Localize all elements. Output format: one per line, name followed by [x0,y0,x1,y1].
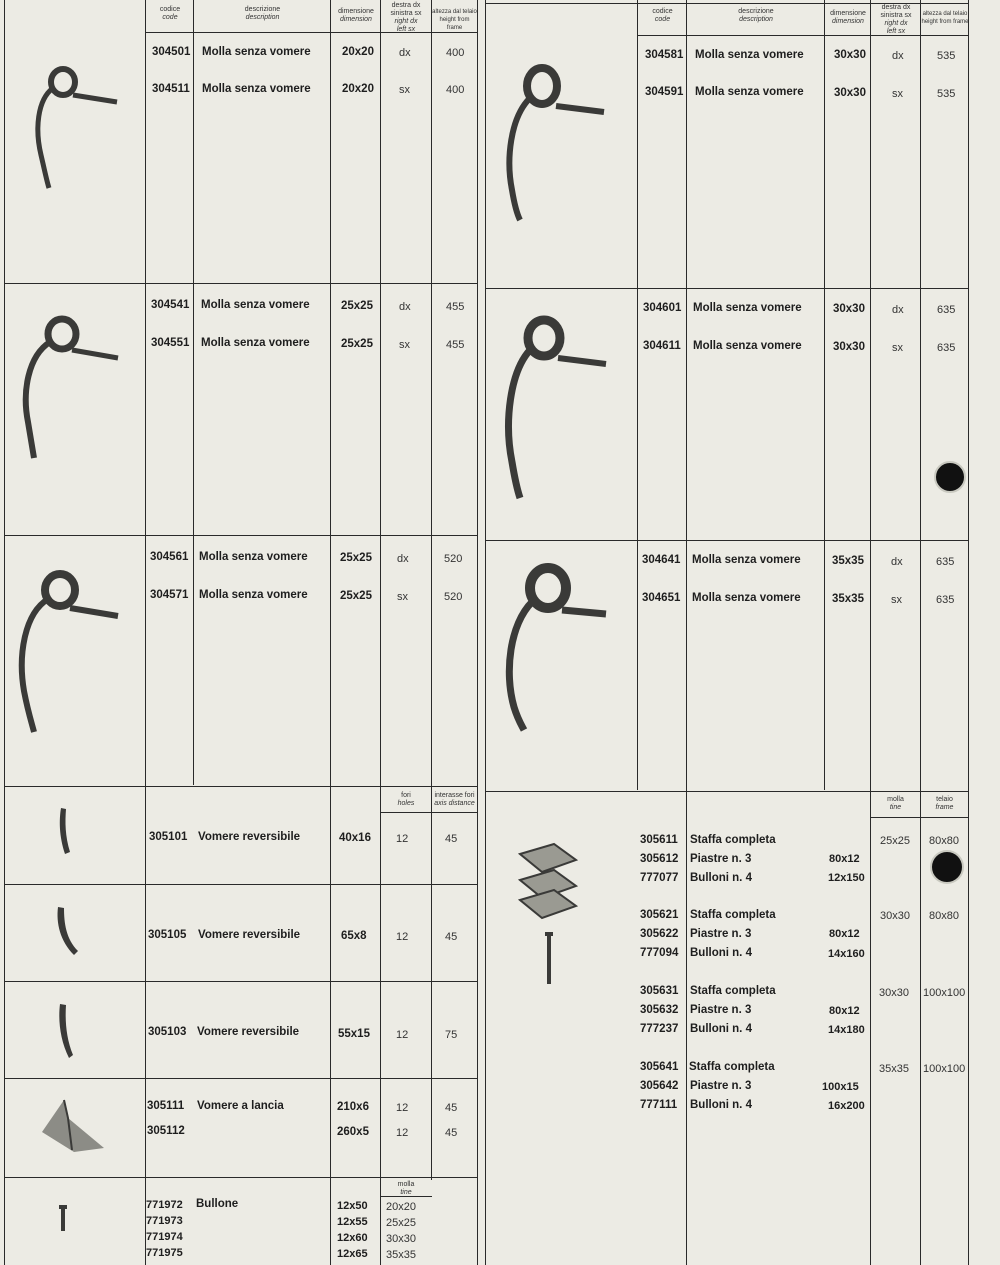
header-desc-en: description [245,14,280,21]
item-description: Staffa completa [690,909,776,921]
item-height: 400 [446,84,465,96]
rule-left-v2 [145,0,146,1265]
reversible-share-image [55,1002,77,1060]
item-dimension: 25x25 [341,338,373,350]
rule-right-h3 [485,540,969,541]
item-dimension: 80x12 [829,853,860,865]
item-description: Molla senza vomere [695,49,804,61]
item-dimension: 40x16 [339,832,371,844]
rule-left-v1 [4,0,5,1265]
item-axis-distance: 75 [445,1029,458,1041]
item-holes: 12 [396,1102,409,1114]
right-header-code [639,8,686,24]
spring-tine-image [10,566,122,736]
item-dimension: 12x60 [337,1232,368,1244]
left-header-side [381,2,431,34]
binder-hole-lower [930,850,964,884]
item-side: dx [892,304,904,316]
header-desc-it: descrizione [244,6,281,13]
header-side-4: left sx [886,28,906,35]
item-description: Staffa completa [689,1061,775,1073]
item-dimension: 25x25 [340,590,372,602]
left-header-code [147,6,193,22]
item-code: 304571 [150,589,189,601]
item-dimension: 30x30 [834,87,866,99]
item-description: Molla senza vomere [201,337,310,349]
rule-left-h7 [4,981,478,982]
item-code: 305112 [147,1125,185,1137]
header-side-1: destra dx [881,4,911,11]
item-description: Bulloni n. 4 [690,947,752,959]
right-header-desc [688,8,824,24]
item-code: 304591 [645,86,684,98]
item-dimension: 14x160 [828,948,865,960]
item-height: 635 [936,594,955,606]
item-description: Staffa completa [690,834,776,846]
item-side: dx [399,301,411,313]
header-dim-en: dimension [340,16,372,23]
item-holes: 12 [396,1029,409,1041]
rule-right-v1 [485,0,486,1265]
rule-right-v2 [637,0,638,790]
bracket-tine: 35x35 [879,1063,909,1075]
header-side-2: sinistra sx [880,12,912,19]
item-code: 304541 [151,299,190,311]
rule-right-h2 [485,288,969,289]
shares-header-holes [381,792,431,808]
item-height: 400 [446,47,465,59]
right-header-dim [825,10,871,26]
bracket-plates-image [514,842,580,992]
item-tine: 35x35 [386,1249,416,1261]
item-code: 771974 [146,1231,183,1243]
item-code: 771975 [146,1247,183,1259]
rule-left-v3 [193,0,194,785]
item-height: 455 [446,301,465,313]
item-code: 305642 [640,1080,679,1092]
item-code: 305611 [640,834,678,846]
item-description: Bullone [196,1198,239,1210]
item-holes: 12 [396,1127,409,1139]
item-dimension: 35x35 [832,593,864,605]
header-dim-it: dimensione [830,10,866,17]
header-side-1: destra dx [391,2,421,9]
item-dimension: 30x30 [834,49,866,61]
item-dimension: 20x20 [342,83,374,95]
rule-left-h3 [4,535,478,536]
item-description: Molla senza vomere [695,86,804,98]
item-dimension: 80x12 [829,1005,860,1017]
item-dimension: 12x150 [828,872,865,884]
item-side: dx [891,556,903,568]
item-dimension: 12x50 [337,1200,368,1212]
rule-left-h8 [4,1078,478,1079]
item-code: 777111 [640,1099,678,1111]
item-axis-distance: 45 [445,931,458,943]
reversible-share-image [55,806,75,858]
item-dimension: 30x30 [833,303,865,315]
item-description: Molla senza vomere [199,551,308,563]
header-desc-it: descrizione [738,8,774,15]
item-code: 305105 [148,929,187,941]
item-side: sx [891,594,902,606]
item-code: 771973 [146,1215,183,1227]
rule-left-h6 [4,884,478,885]
item-code: 304641 [642,554,681,566]
rule-right-v6 [920,0,921,1265]
item-side: sx [892,88,903,100]
item-description: Vomere a lancia [197,1100,284,1112]
rule-right-v3 [686,0,687,1265]
item-dimension: 16x200 [828,1100,865,1112]
item-description: Bulloni n. 4 [690,1023,752,1035]
item-description: Piastre n. 3 [690,1004,752,1016]
item-axis-distance: 45 [445,1102,458,1114]
item-code: 304561 [150,551,189,563]
bracket-frame: 80x80 [929,910,959,922]
brackets-header-tine [871,796,920,812]
item-side: dx [892,50,904,62]
item-code: 777094 [640,947,679,959]
item-code: 304511 [152,83,190,95]
item-code: 305641 [640,1061,679,1073]
shares-header-axis [431,792,478,808]
item-description: Molla senza vomere [202,83,311,95]
bracket-tine: 25x25 [880,835,910,847]
item-code: 304551 [151,337,190,349]
header-code-en: code [654,16,671,23]
item-dimension: 25x25 [340,552,372,564]
item-dimension: 14x180 [828,1024,865,1036]
rule-left-v5 [380,0,381,1265]
item-height: 455 [446,339,465,351]
item-description: Piastre n. 3 [690,853,752,865]
header-code-en: code [162,14,178,21]
bolt-header-tine [381,1181,431,1197]
item-code: 305622 [640,928,679,940]
item-height: 535 [937,50,956,62]
item-dimension: 260x5 [337,1126,369,1138]
item-dimension: 55x15 [338,1028,370,1040]
spring-tine-image [14,312,124,462]
item-code: 304651 [642,592,681,604]
item-code: 305612 [640,853,679,865]
item-side: sx [399,84,410,96]
left-header-dim [331,8,381,24]
rule-right-h5 [870,817,969,818]
header-frame-it: telaio [936,796,953,803]
rule-left-v4 [330,0,331,1265]
item-code: 777077 [640,872,679,884]
item-description: Staffa completa [690,985,776,997]
rule-left-v7 [477,0,478,1265]
rule-right-v5 [870,0,871,1265]
item-dimension: 80x12 [829,928,860,940]
lance-share-image [38,1098,108,1156]
item-description: Bulloni n. 4 [690,872,752,884]
spring-tine-image [25,60,125,195]
header-height-en: height from frame [439,17,470,31]
item-description: Molla senza vomere [201,299,310,311]
header-tine-it: molla [887,796,904,803]
item-code: 305632 [640,1004,679,1016]
item-description: Molla senza vomere [693,340,802,352]
header-tine-it: molla [397,1181,415,1188]
item-description: Molla senza vomere [692,592,801,604]
item-dimension: 12x55 [337,1216,368,1228]
item-dimension: 210x6 [337,1101,369,1113]
header-side-2: sinistra sx [390,10,422,17]
header-axis-en: axis distance [434,800,475,807]
item-code: 305103 [148,1026,187,1038]
rule-right-v4 [824,0,825,790]
bracket-tine: 30x30 [879,987,909,999]
header-height-en: height from frame [921,19,969,25]
left-header-desc [195,6,330,22]
left-header-height [431,8,478,32]
header-tine-en: tine [889,804,902,811]
spring-tine-image [500,312,610,502]
header-frame-en: frame [935,804,954,811]
header-side-4: left sx [396,26,416,33]
item-description: Molla senza vomere [199,589,308,601]
item-height: 520 [444,591,463,603]
item-dimension: 25x25 [341,300,373,312]
item-height: 535 [937,88,956,100]
item-code: 305631 [640,985,679,997]
item-code: 777237 [640,1023,679,1035]
right-header-height [921,10,969,26]
item-height: 635 [936,556,955,568]
item-tine: 30x30 [386,1233,416,1245]
item-code: 771972 [146,1199,183,1211]
item-code: 304601 [643,302,682,314]
binder-hole-upper [934,461,966,493]
item-description: Piastre n. 3 [690,1080,752,1092]
header-code-it: codice [652,8,673,15]
reversible-share-image [52,905,80,957]
rule-left-h5 [380,812,478,813]
item-description: Vomere reversibile [197,1026,300,1038]
item-side: sx [399,339,410,351]
spring-tine-image [500,60,610,225]
item-side: sx [397,591,408,603]
header-code-it: codice [159,6,181,13]
item-code: 304501 [152,46,191,58]
header-tine-en: tine [400,1189,412,1196]
rule-left-h2 [4,283,478,284]
header-axis-it: interasse fori [434,792,475,799]
item-side: dx [397,553,409,565]
item-height: 520 [444,553,463,565]
item-code: 305621 [640,909,679,921]
item-dimension: 35x35 [832,555,864,567]
item-dimension: 100x15 [822,1081,859,1093]
header-height-it: altezza dal telaio [432,9,477,15]
right-header-side [871,4,921,36]
header-holes-en: holes [397,800,415,807]
item-holes: 12 [396,833,409,845]
item-height: 635 [937,304,956,316]
header-desc-en: description [739,16,773,23]
item-side: dx [399,47,411,59]
item-description: Molla senza vomere [202,46,311,58]
bracket-tine: 30x30 [880,910,910,922]
header-dim-en: dimension [832,18,864,25]
header-height-it: altezza dal telaio [922,11,968,17]
item-description: Piastre n. 3 [690,928,752,940]
header-holes-it: fori [401,792,411,799]
item-axis-distance: 45 [445,833,458,845]
header-side-3: right dx [394,18,418,25]
item-dimension: 12x65 [337,1248,368,1260]
rule-right-h4 [485,791,969,792]
item-code: 304581 [645,49,684,61]
item-description: Vomere reversibile [198,929,301,941]
item-side: sx [892,342,903,354]
item-description: Bulloni n. 4 [690,1099,752,1111]
header-dim-it: dimensione [338,8,374,15]
bolt-image [58,1205,68,1231]
item-code: 305111 [147,1100,185,1112]
rule-left-v6 [431,0,432,1180]
item-code: 304611 [643,340,681,352]
bracket-frame: 100x100 [923,987,966,999]
brackets-header-frame [921,796,968,812]
item-tine: 20x20 [386,1201,416,1213]
rule-right-v7 [968,0,969,1265]
item-tine: 25x25 [386,1217,416,1229]
item-description: Molla senza vomere [693,302,802,314]
item-dimension: 20x20 [342,46,374,58]
item-axis-distance: 45 [445,1127,458,1139]
header-side-3: right dx [884,20,908,27]
spring-tine-image [500,562,610,732]
bracket-frame: 100x100 [923,1063,966,1075]
rule-left-h4 [4,786,478,787]
item-code: 305101 [149,831,188,843]
rule-left-h9 [4,1177,478,1178]
item-dimension: 65x8 [341,930,367,942]
item-holes: 12 [396,931,409,943]
item-height: 635 [937,342,956,354]
item-dimension: 30x30 [833,341,865,353]
item-description: Vomere reversibile [198,831,301,843]
bracket-frame: 80x80 [929,835,959,847]
item-description: Molla senza vomere [692,554,801,566]
